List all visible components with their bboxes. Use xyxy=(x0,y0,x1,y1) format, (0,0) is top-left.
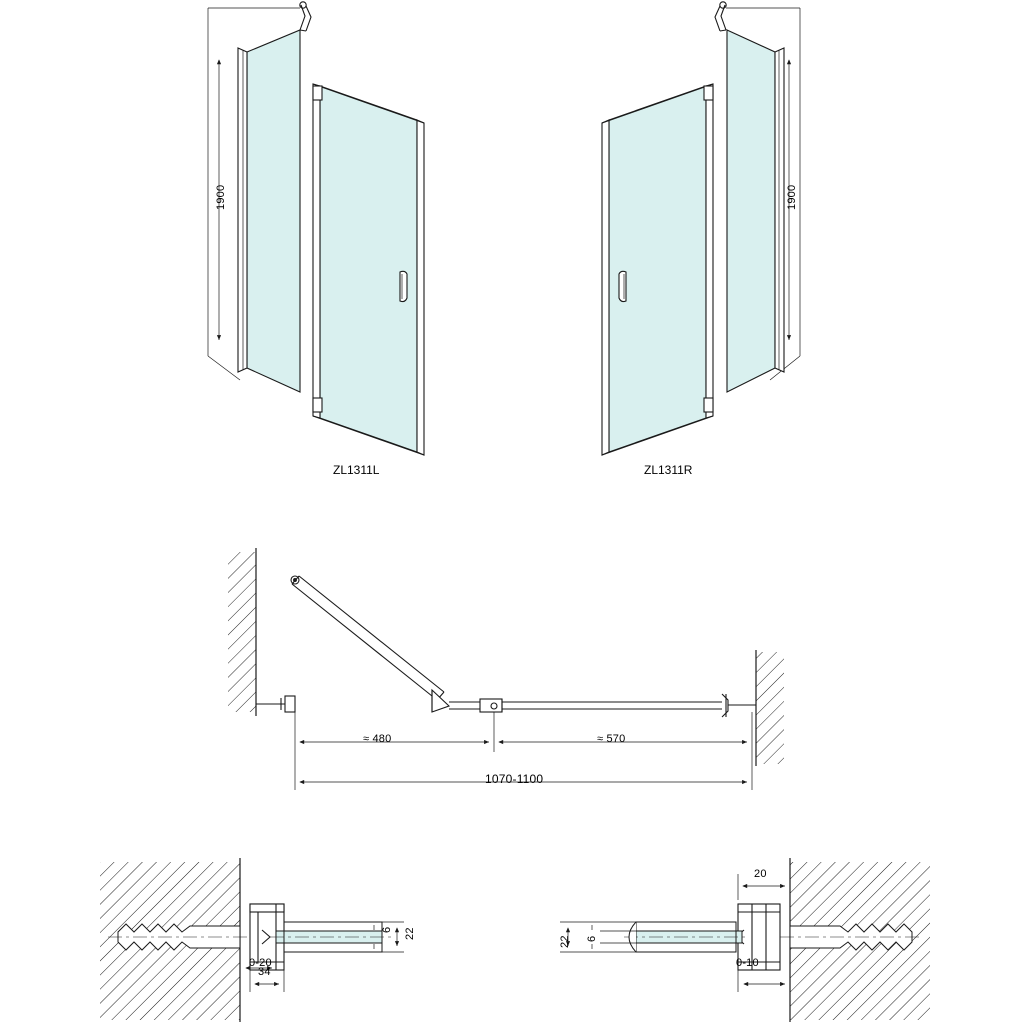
detail-right-profile-height: 22 xyxy=(559,935,571,948)
detail-right-profile-width: 20 xyxy=(754,868,767,880)
detail-right-adjustment: 0-10 xyxy=(736,957,759,969)
detail-left-glass-thickness: 6 xyxy=(381,926,393,933)
model-label-left: ZL1311L xyxy=(333,463,380,477)
height-dimension-right: 1900 xyxy=(786,184,798,210)
view-right-elevation xyxy=(602,2,800,455)
detail-left-section xyxy=(100,858,404,1022)
plan-dim-panel: ≈ 570 xyxy=(597,733,626,745)
plan-dim-door: ≈ 480 xyxy=(363,733,392,745)
detail-left-profile-width: 34 xyxy=(258,966,271,978)
detail-left-profile-height: 22 xyxy=(404,927,416,940)
height-dimension-left: 1900 xyxy=(215,184,227,210)
plan-view xyxy=(228,548,784,790)
detail-right-glass-thickness: 6 xyxy=(586,935,598,942)
detail-right-section xyxy=(560,858,930,1022)
detail-left-adjustment: 0-20 xyxy=(249,957,272,969)
model-label-right: ZL1311R xyxy=(644,463,693,477)
plan-dim-total: 1070-1100 xyxy=(485,772,544,786)
view-left-elevation xyxy=(208,2,424,455)
